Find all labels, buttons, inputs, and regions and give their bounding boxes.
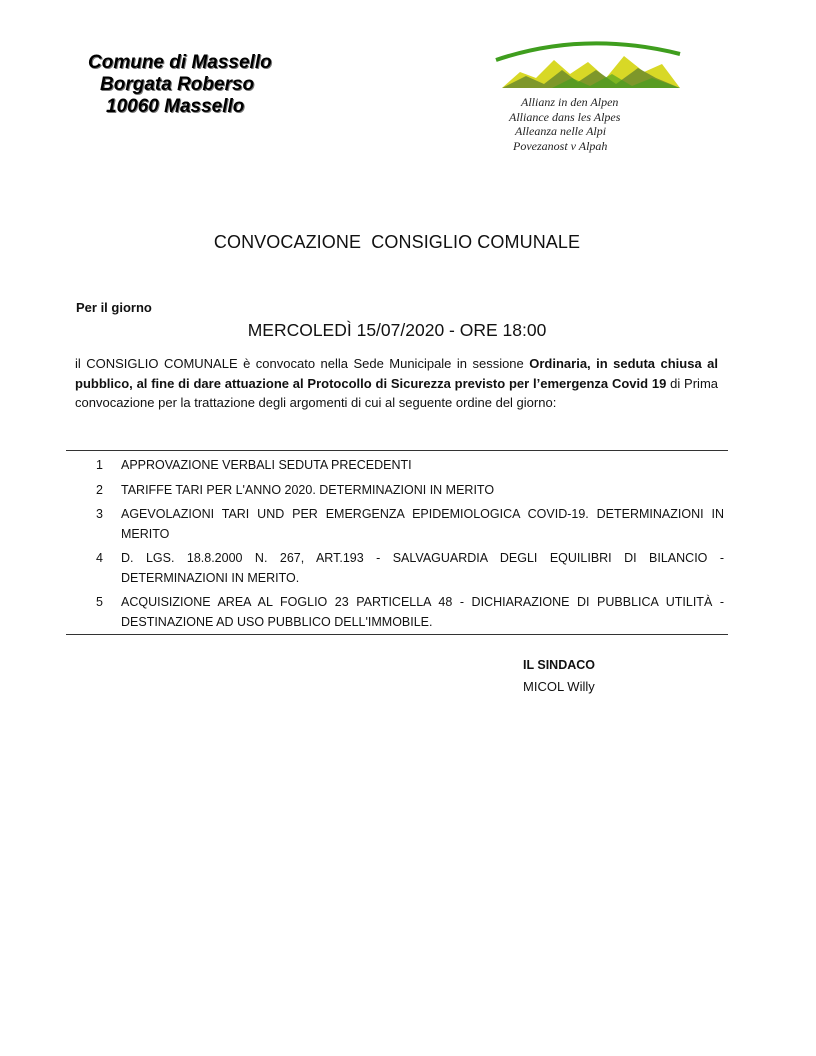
- logo-arc: [496, 43, 680, 60]
- agenda-item-text: ACQUISIZIONE AREA AL FOGLIO 23 PARTICELLA 48 - DICHIARAZIONE DI PUBBLICA UTILITÀ - DESTINAZIONE AD USO PUBBLICO DELL'IMMOBILE.: [121, 595, 724, 629]
- municipality-name: Comune di Massello: [88, 52, 272, 73]
- alliance-line-sl: Povezanost v Alpah: [513, 138, 608, 153]
- agenda-item-text: D. LGS. 18.8.2000 N. 267, ART.193 - SALVAGUARDIA DEGLI EQUILIBRI DI BILANCIO - DETERMINAZIONI IN MERITO.: [121, 551, 724, 585]
- agenda-item-text: APPROVAZIONE VERBALI SEDUTA PRECEDENTI: [121, 458, 412, 472]
- agenda-top-rule: [66, 450, 728, 451]
- intro-text-bold: Ordinaria, in seduta chiusa al pubblico, al fine di dare attuazione al Protocollo di Sicurezza previsto per l’emergenza Covid 19: [75, 356, 718, 391]
- meeting-date-time: MERCOLEDÌ 15/07/2020 - ORE 18:00: [247, 320, 547, 340]
- agenda-item-text: AGEVOLAZIONI TARI UND PER EMERGENZA EPIDEMIOLOGICA COVID-19. DETERMINAZIONI IN MERITO: [121, 507, 724, 541]
- agenda-bottom-rule: [66, 634, 728, 635]
- intro-text-1: il CONSIGLIO COMUNALE è convocato nella Sede Municipale in sessione: [75, 356, 530, 371]
- agenda-item-text: TARIFFE TARI PER L'ANNO 2020. DETERMINAZIONI IN MERITO: [121, 482, 495, 497]
- document-title: CONVOCAZIONE CONSIGLIO COMUNALE: [213, 232, 581, 252]
- agenda-list: [96, 456, 724, 637]
- agenda-item: [96, 593, 724, 632]
- agenda-item: [96, 505, 724, 544]
- agenda-item-number: 4: [96, 551, 103, 565]
- agenda-item-number: 5: [96, 595, 103, 609]
- municipality-city: 10060 Massello: [106, 96, 245, 117]
- municipality-address: Borgata Roberso: [100, 74, 255, 95]
- agenda-item-number: 1: [96, 458, 103, 472]
- alliance-line-fr: Alliance dans les Alpes: [509, 109, 621, 124]
- alliance-alps-logo: [492, 34, 684, 94]
- intro-paragraph: [75, 354, 718, 413]
- signature-block: [523, 655, 595, 697]
- agenda-item: [96, 456, 724, 476]
- agenda-item-number: 3: [96, 507, 103, 521]
- agenda-item: [96, 481, 724, 501]
- agenda-item-number: 2: [96, 482, 103, 497]
- signature-role: IL SINDACO: [523, 658, 595, 672]
- signature-name: MICOL Willy: [523, 679, 595, 694]
- alliance-line-de: Allianz in den Alpen: [521, 95, 619, 109]
- agenda-item: [96, 549, 724, 588]
- intro-text-2: di Prima convocazione per la trattazione degli argomenti di cui al seguente ordine del giorno:: [75, 375, 719, 410]
- alliance-line-it: Alleanza nelle Alpi: [515, 124, 607, 138]
- municipality-header: [84, 52, 284, 118]
- for-day-label: Per il giorno: [76, 300, 152, 315]
- alliance-tagline: [505, 95, 695, 153]
